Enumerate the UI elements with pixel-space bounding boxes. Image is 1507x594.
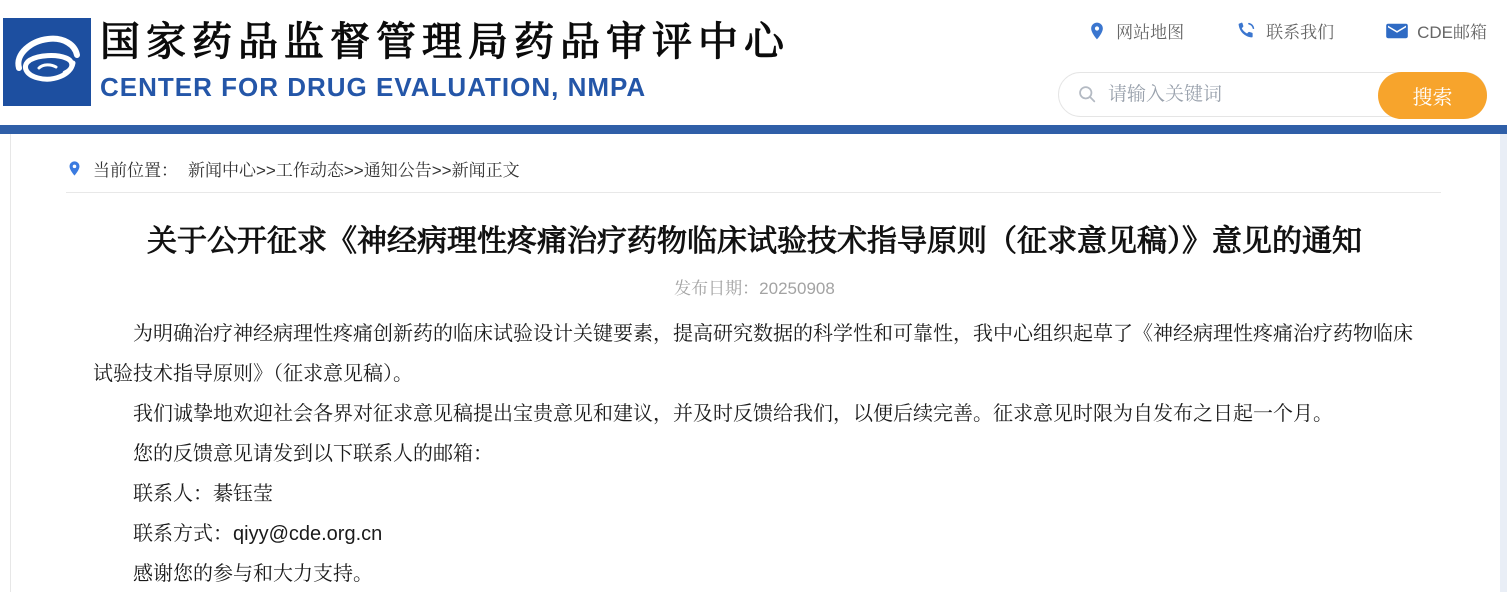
mail-icon xyxy=(1386,22,1408,40)
publish-date-label: 发布日期： xyxy=(674,279,760,298)
quick-links xyxy=(1087,18,1487,43)
cde-logo-icon xyxy=(3,18,91,106)
cde-logo[interactable] xyxy=(3,18,91,106)
publish-date xyxy=(11,274,1498,299)
article-paragraph: 您的反馈意见请发到以下联系人的邮箱： xyxy=(133,443,493,465)
contact-us-link-label: 联系我们 xyxy=(1266,23,1335,42)
breadcrumb-divider xyxy=(66,192,1441,193)
location-pin-icon xyxy=(66,158,83,179)
search-icon xyxy=(1077,84,1098,105)
breadcrumb xyxy=(66,156,520,181)
contact-us-link[interactable] xyxy=(1236,18,1334,43)
article-paragraph: 我们诚挚地欢迎社会各界对征求意见稿提出宝贵意见和建议，并及时反馈给我们，以便后续完善。征求意见时限为自发布之日起一个月。 xyxy=(133,403,1333,425)
breadcrumb-label: 当前位置： xyxy=(93,161,178,180)
sitemap-link[interactable] xyxy=(1087,18,1184,43)
article-paragraph: 为明确治疗神经病理性疼痛创新药的临床试验设计关键要素，提高研究数据的科学性和可靠性，我中心组织起草了《神经病理性疼痛治疗药物临床试验技术指导原则》（征求意见稿）。 xyxy=(93,323,1413,385)
article-body xyxy=(93,314,1423,594)
sitemap-link-label: 网站地图 xyxy=(1116,23,1185,42)
site-name-en: CENTER FOR DRUG EVALUATION, NMPA xyxy=(100,72,647,102)
article-paragraph-contact-email: 联系方式：qiyy@cde.org.cn xyxy=(133,523,383,545)
scrollbar[interactable] xyxy=(1500,134,1507,592)
map-pin-icon xyxy=(1087,20,1107,42)
phone-icon xyxy=(1236,20,1257,41)
header-divider-bar xyxy=(0,125,1507,134)
search-button[interactable]: 搜索 xyxy=(1378,72,1487,119)
publish-date-value: 20250908 xyxy=(759,279,835,298)
article-paragraph: 感谢您的参与和大力支持。 xyxy=(133,563,373,585)
article-paragraph-contact-name: 联系人：綦钰莹 xyxy=(133,483,273,505)
content-card xyxy=(10,134,1498,592)
article-title: 关于公开征求《神经病理性疼痛治疗药物临床试验技术指导原则（征求意见稿）》意见的通知 xyxy=(147,225,1362,258)
site-header xyxy=(0,0,1507,125)
breadcrumb-trail[interactable]: 新闻中心>>工作动态>>通知公告>>新闻正文 xyxy=(188,161,520,180)
search-bar xyxy=(1058,72,1487,117)
cde-mail-link[interactable] xyxy=(1386,18,1487,43)
cde-mail-link-label: CDE邮箱 xyxy=(1417,23,1487,42)
site-name-cn: 国家药品监督管理局药品审评中心 xyxy=(100,20,790,64)
